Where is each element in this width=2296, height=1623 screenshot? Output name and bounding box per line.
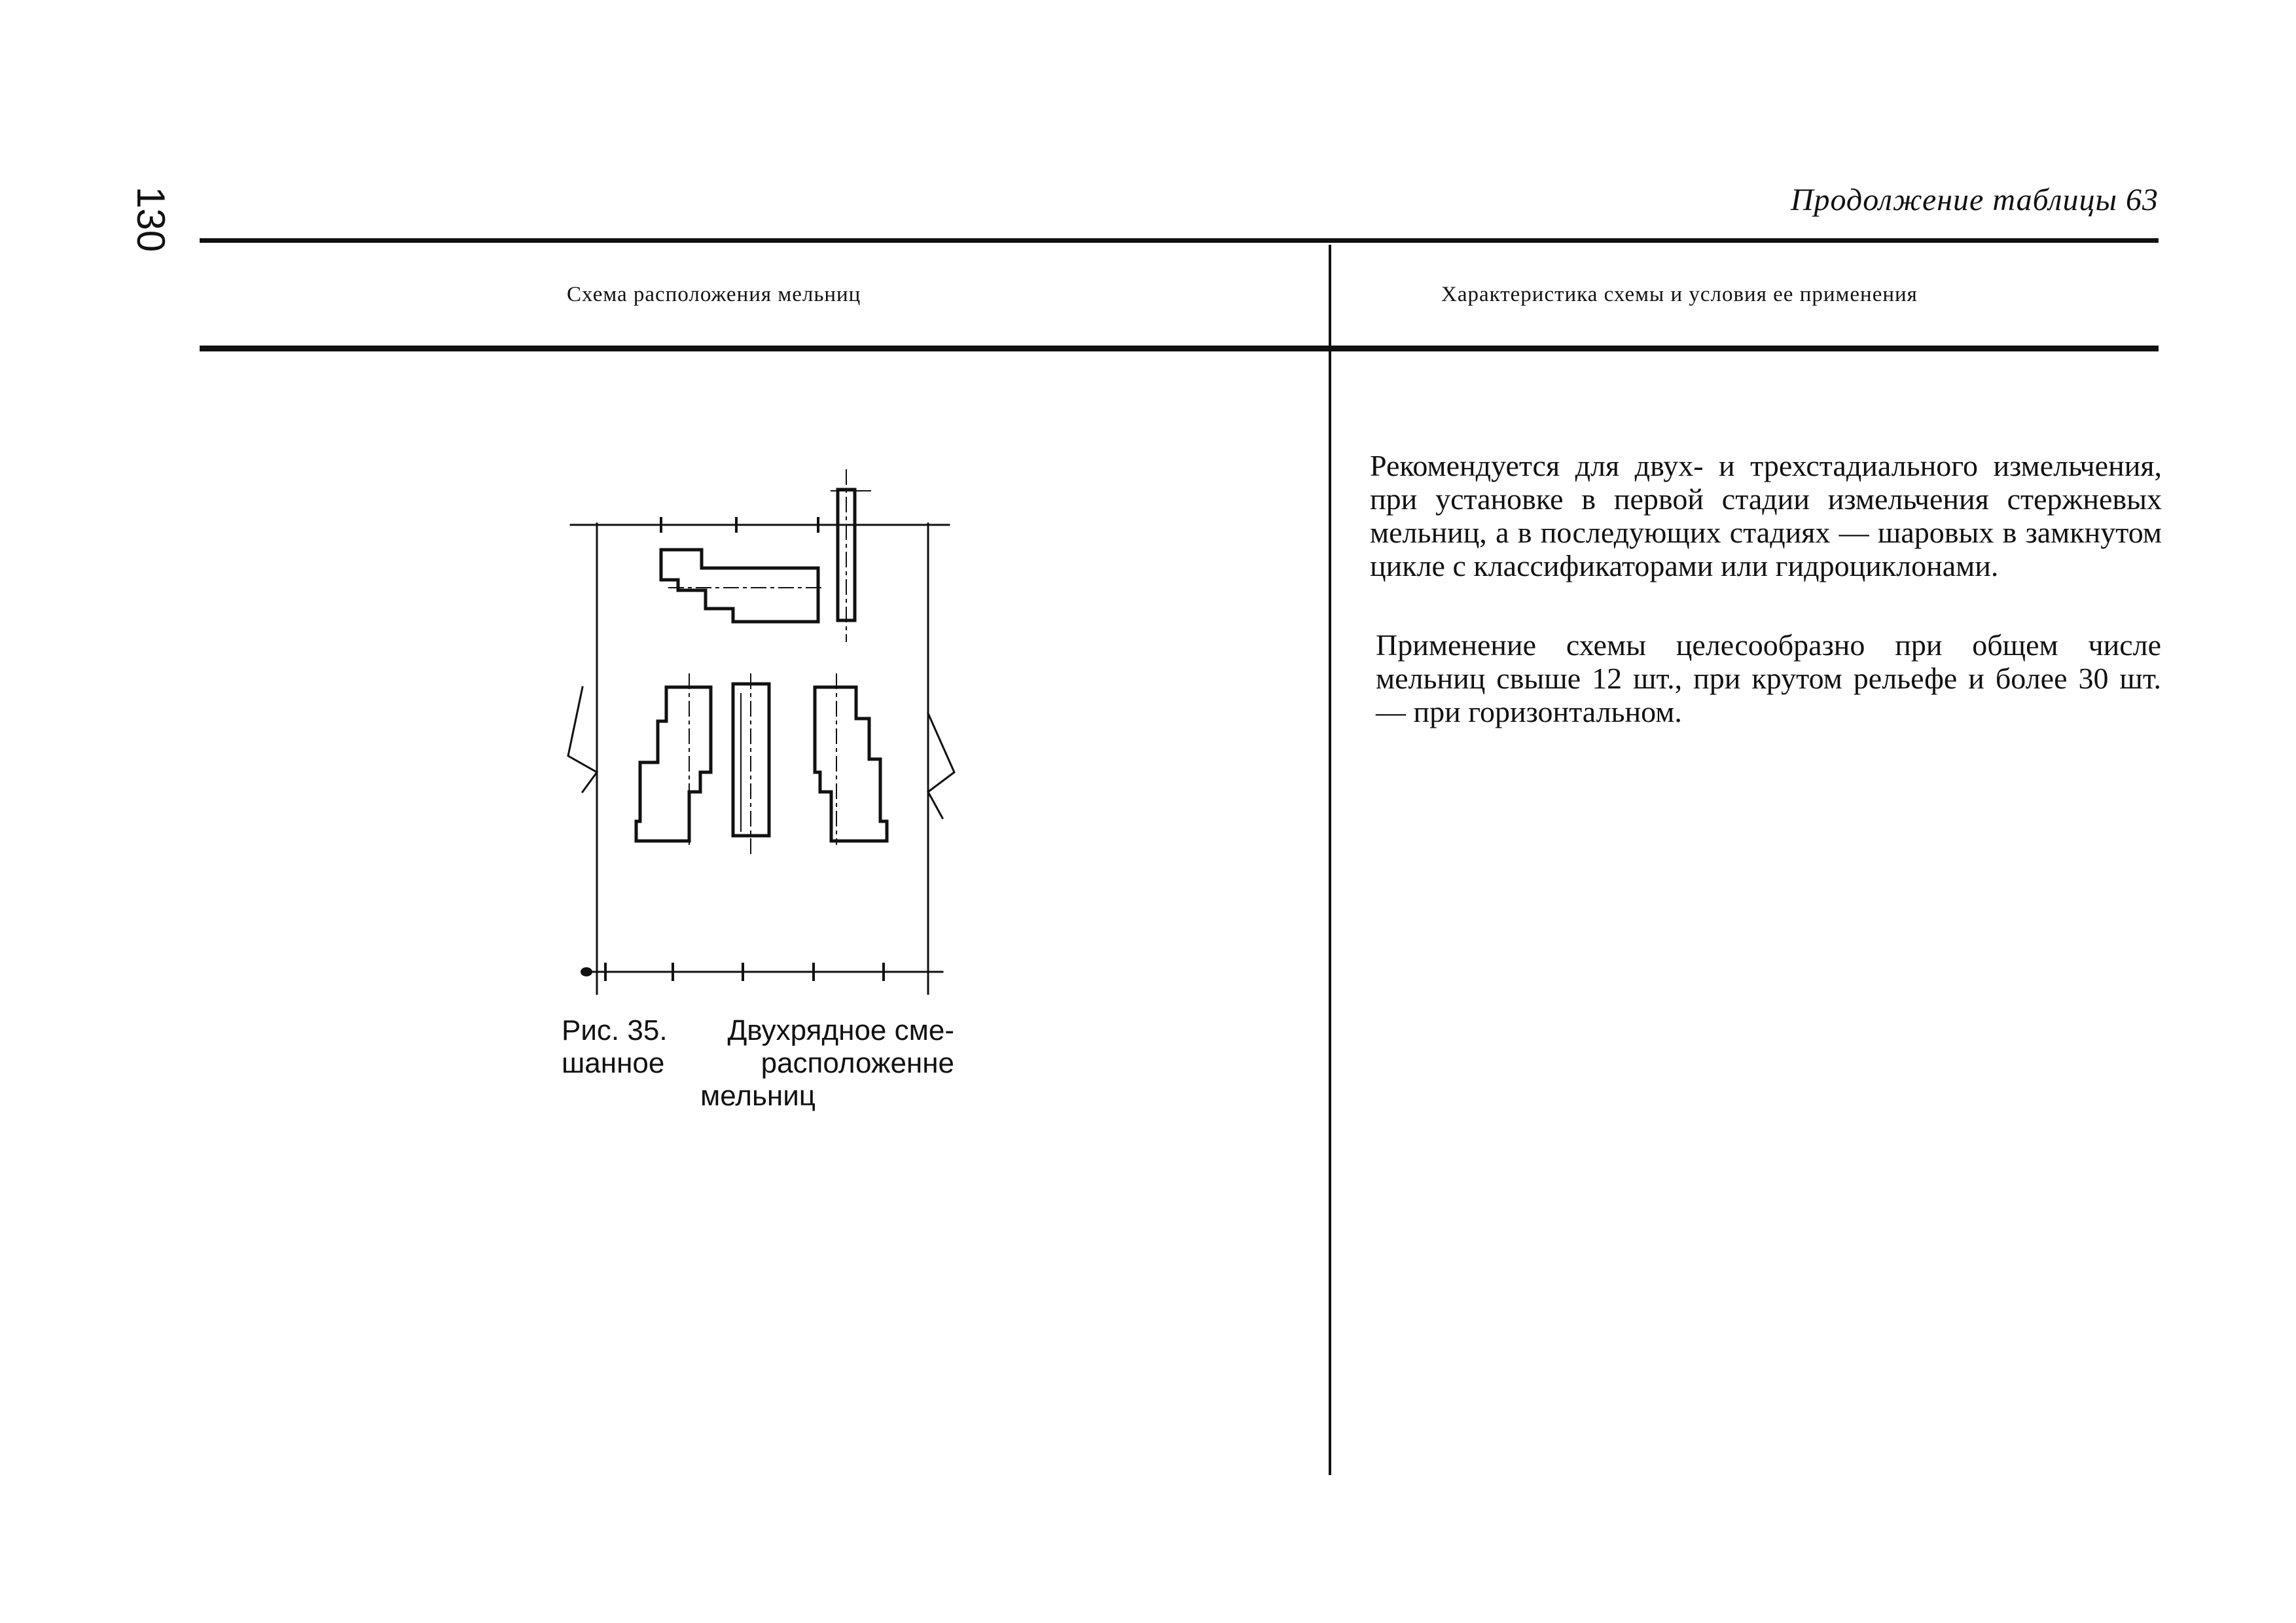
caption-title-start: Двухрядное сме- — [727, 1014, 954, 1046]
caption-word-mixed: шанное — [562, 1047, 665, 1079]
figure-caption — [562, 1014, 954, 1113]
rod-mill-outline — [661, 550, 818, 622]
caption-figure-number: Рис. 35. — [562, 1014, 668, 1046]
table-top-rule — [200, 238, 2159, 243]
caption-line-3: мельниц — [700, 1080, 816, 1112]
caption-line-1 — [562, 1014, 954, 1047]
table-continuation-title: Продолжение таблицы 63 — [1790, 183, 2159, 217]
page-number: 130 — [129, 187, 173, 253]
break-mark-left — [568, 687, 597, 792]
characteristics-paragraph-1: Рекомендуется для двух- и трехстадиального измельчения, при установке в первой стадии измельчения стержневых мельниц, а в последующих стадиях — шаровых в замкнутом цикле с классификаторами или гидроциклонами. — [1370, 449, 2162, 582]
axis-bottom-marker — [581, 967, 592, 976]
ball-mill-right-outline — [815, 687, 887, 841]
break-mark-right — [928, 713, 954, 818]
characteristics-paragraph-2: Применение схемы целесообразно при общем числе мельниц свыше 12 шт., при крутом рельефе и более 30 шт. — при горизонтальном. — [1376, 628, 2161, 728]
caption-word-arrangement: расположенне — [761, 1047, 954, 1079]
column-header-characteristics: Характеристика схемы и условия ее применения — [1441, 283, 1918, 306]
column-header-scheme: Схема расположения мельниц — [567, 283, 861, 306]
caption-line-2 — [562, 1047, 954, 1080]
column-divider — [1329, 245, 1331, 1475]
mill-layout-diagram — [556, 452, 969, 995]
table-header-rule — [200, 346, 2159, 351]
ball-mill-left-outline — [636, 687, 711, 841]
